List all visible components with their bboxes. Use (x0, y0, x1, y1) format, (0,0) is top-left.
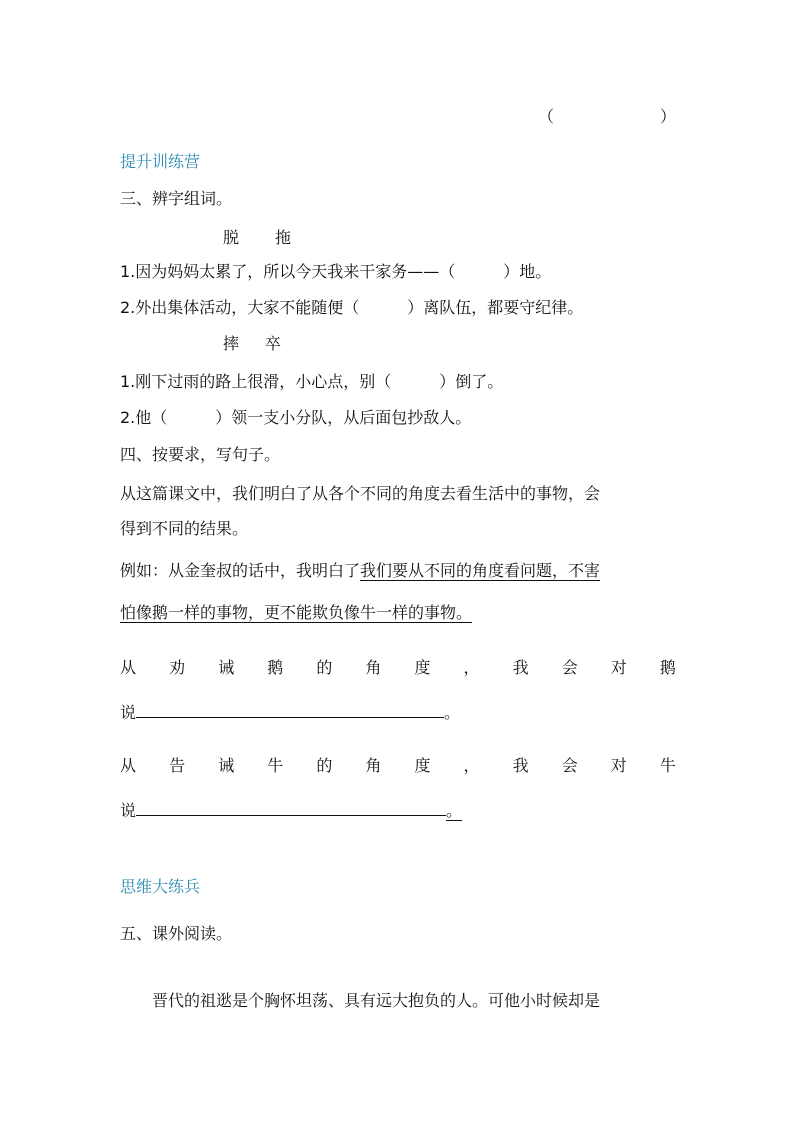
q3-group1-item: 1.因为妈妈太累了，所以今天我来干家务——（ ）地。 (120, 262, 552, 281)
section-heading-training: 提升训练营 (120, 152, 201, 171)
prompt-char: 我 (512, 658, 529, 677)
prompt-char: 劝 (169, 658, 186, 677)
char-option: 脱 (223, 228, 240, 247)
q4-answer-goose (120, 703, 460, 723)
prompt-char: 的 (316, 658, 333, 677)
prompt-char: 从 (120, 756, 137, 775)
char-option: 摔 (223, 334, 240, 353)
q4-example (120, 561, 600, 581)
char-option: 拖 (275, 228, 292, 247)
q4-prompt-ox (120, 756, 676, 776)
q4-intro: 从这篇课文中，我们明白了从各个不同的角度去看生活中的事物，会 (120, 484, 601, 503)
period: 。 (446, 801, 463, 820)
prompt-char: ， (463, 756, 480, 775)
q4-intro: 得到不同的结果。 (120, 519, 249, 538)
q3-title: 三、辨字组词。 (120, 189, 233, 208)
answer-paren-close: ） (660, 107, 677, 126)
prompt-char: 告 (169, 756, 186, 775)
q3-group2-item: 1.刚下过雨的路上很滑，小心点，别（ ）倒了。 (120, 372, 504, 391)
example-answer: 我们要从不同的角度看问题，不害 (360, 561, 601, 580)
say-label: 说 (120, 801, 137, 820)
section-heading-thinking: 思维大练兵 (120, 877, 201, 896)
prompt-char: 鹅 (659, 658, 676, 677)
q4-title: 四、按要求，写句子。 (120, 445, 281, 464)
example-answer: 怕像鹅一样的事物，更不能欺负像牛一样的事物。 (120, 603, 473, 622)
prompt-char: 诫 (218, 756, 235, 775)
example-prefix: 例如：从金奎叔的话中，我明白了 (120, 561, 361, 580)
period: 。 (444, 703, 461, 722)
prompt-char: 对 (610, 756, 627, 775)
q3-group2-item: 2.他（ ）领一支小分队，从后面包抄敌人。 (120, 408, 472, 427)
prompt-char: ， (463, 658, 480, 677)
q3-group1-item: 2.外出集体活动，大家不能随便（ ）离队伍，都要守纪律。 (120, 298, 584, 317)
prompt-char: 我 (512, 756, 529, 775)
prompt-char: 度 (414, 756, 431, 775)
q4-prompt-goose (120, 658, 676, 678)
prompt-char: 会 (561, 658, 578, 677)
prompt-char: 鹅 (267, 658, 284, 677)
prompt-char: 度 (414, 658, 431, 677)
q5-title: 五、课外阅读。 (120, 924, 233, 943)
prompt-char: 诫 (218, 658, 235, 677)
prompt-char: 对 (610, 658, 627, 677)
char-option: 卒 (265, 334, 282, 353)
prompt-char: 角 (365, 756, 382, 775)
answer-blank[interactable] (136, 703, 444, 718)
prompt-char: 牛 (267, 756, 284, 775)
q4-answer-ox (120, 801, 462, 821)
say-label: 说 (120, 703, 137, 722)
prompt-char: 牛 (659, 756, 676, 775)
answer-blank[interactable] (136, 801, 446, 816)
q5-paragraph: 晋代的祖逖是个胸怀坦荡、具有远大抱负的人。可他小时候却是 (152, 991, 601, 1010)
answer-paren-open: （ (538, 107, 555, 126)
prompt-char: 会 (561, 756, 578, 775)
q3-group1-chars (223, 228, 291, 248)
prompt-char: 从 (120, 658, 137, 677)
q3-group2-chars (223, 334, 281, 354)
prompt-char: 的 (316, 756, 333, 775)
prompt-char: 角 (365, 658, 382, 677)
